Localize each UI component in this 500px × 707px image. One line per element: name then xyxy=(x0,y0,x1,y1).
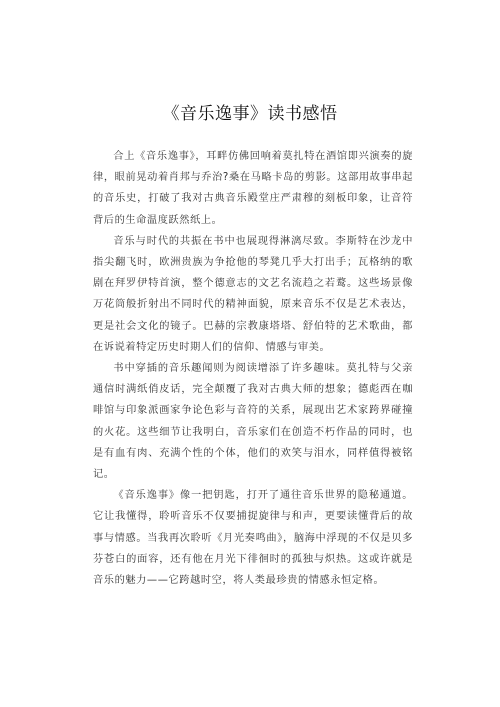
paragraph-1: 合上《音乐逸事》，耳畔仿佛回响着莫扎特在酒馆即兴演奏的旋律，眼前晃动着肖邦与乔治?桑在马略卡岛的剪影。这部用故事串起的音乐史，打破了我对古典音乐殿堂庄严肃穆的刻板印象，让音符背后的生命温度跃然纸上。 xyxy=(93,151,413,226)
paragraph-4: 《音乐逸事》像一把钥匙，打开了通往音乐世界的隐秘通道。它让我懂得，聆听音乐不仅要捕捉旋律与和声，更要读懂背后的故事与情感。当我再次聆听《月光奏鸣曲》，脑海中浮现的不仅是贝多芬苍白的面容，还有他在月光下徘徊时的孤独与炽热。这或许就是音乐的魅力——它跨越时空，将人类最珍贵的情感永恒定格。 xyxy=(93,490,413,587)
document-body xyxy=(93,146,413,591)
paragraph-3: 书中穿插的音乐趣闻则为阅读增添了许多趣味。莫扎特与父亲通信时满纸俏皮话，完全颠覆了我对古典大师的想象；德彪西在咖啡馆与印象派画家争论色彩与音符的关系，展现出艺术家跨界碰撞的火花。这些细节让我明白，音乐家们在创造不朽作品的同时，也是有血有肉、充满个性的个体，他们的欢笑与泪水，同样值得被铭记。 xyxy=(93,363,413,481)
page-title: 《音乐逸事》读书感悟 xyxy=(162,104,338,124)
paragraph-2: 音乐与时代的共振在书中也展现得淋漓尽致。李斯特在沙龙中指尖翻飞时，欧洲贵族为争抢他的琴凳几乎大打出手；瓦格纳的歌剧在拜罗伊特首演，整个德意志的文艺名流趋之若鹜。这些场景像万花筒般折射出不同时代的精神面貌，原来音乐不仅是艺术表达，更是社会文化的镜子。巴赫的宗教康塔塔、舒伯特的艺术歌曲，都在诉说着特定历史时期人们的信仰、情感与审美。 xyxy=(93,235,413,353)
